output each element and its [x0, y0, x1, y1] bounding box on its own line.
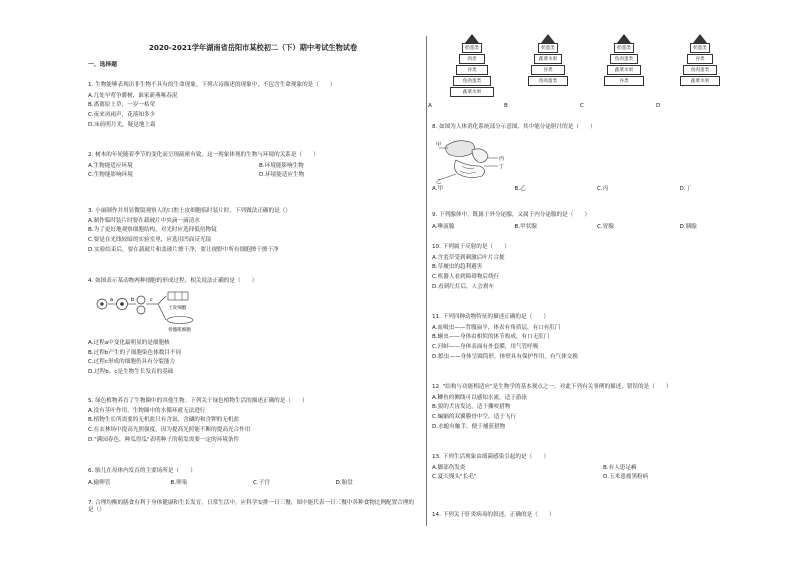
option-b: B.过程b产生的子细胞染色体数目不同 [88, 349, 182, 356]
pyramid-tier: 鱼肉蛋类 [528, 76, 568, 86]
pyramid-tier: 奶蛋类 [614, 43, 634, 53]
option-d: D.床前明月光，疑是地上霜 [88, 121, 156, 128]
option-b: B.狼的犬齿发达，适于撕咬猎物 [432, 404, 511, 411]
cell-circle [137, 306, 145, 314]
pyramid-option-letter: C [580, 103, 584, 110]
option-b: B.环境能影响生物 [259, 162, 304, 169]
question-12 [432, 384, 762, 431]
option-c: C.夜来风雨声，花落知多少 [88, 112, 156, 119]
question-4 [88, 278, 418, 285]
question-stem: 9. 下列腺体中，既属于外分泌腺，又属于内分泌腺的是（ ） [432, 212, 591, 218]
option-a: A.脚部伤发炎 [432, 464, 466, 471]
pyramid-tier: 鱼肉蛋类 [453, 76, 491, 86]
question-stem: 8. 如图为人体消化系统部分示意图，其中能分泌胆汁的是（ ） [432, 124, 596, 130]
question-2 [88, 152, 418, 179]
label-yi: 乙 [436, 179, 442, 184]
option-c: C.子宫 [253, 479, 270, 486]
option-d: D.环境能适应生物 [259, 172, 305, 179]
question-stem: 14. 下列关于肝炎病毒的叙述，正确的是（ ） [432, 512, 555, 518]
pyramid-tier: 奶蛋类 [690, 43, 710, 53]
option-d: D.胎盘 [335, 479, 353, 486]
option-c: C.机器人看到障碍物后绕行 [432, 274, 500, 281]
pyramid-apex [541, 34, 555, 43]
option-c: C.蝙蝠的双翼膜骨中空，适于飞行 [432, 414, 516, 421]
pyramid-b [504, 34, 584, 110]
cell-nucleus [100, 302, 103, 305]
question-1 [88, 82, 418, 129]
pyramid-tier: 鱼肉蛋类 [610, 54, 638, 64]
question-stem: 2. 树木的年轮随着季节的变化而呈现疏密有致，这一现象体现的生物与环境的关系是（ ） [88, 152, 319, 158]
left-column [88, 0, 418, 562]
question-4-options [88, 340, 418, 376]
question-stem: 3. 小丽制作并用显微镜观察人的口腔上皮细胞临时装片时，下列做法正确的是（） [88, 208, 291, 214]
pyramid-tier: 蔬菜水果 [680, 76, 720, 86]
question-stem: 11. 下列四种动物特征的描述正确的是（ ） [432, 314, 549, 320]
option-a: A.输卵管 [88, 479, 111, 486]
option-a: A.含羞草受到刺激后叶片合拢 [432, 254, 505, 261]
pyramid-tier: 谷类 [604, 76, 644, 86]
epithelial-cells-shape [168, 292, 188, 300]
pyramid-apex [465, 34, 479, 43]
option-d: D."满园春色，种瓜得瓜"表明种子的萌发需要一定的环境条件 [88, 436, 240, 443]
pyramid-option-letter: D [656, 103, 661, 110]
pyramid-apex [693, 34, 707, 43]
option-a: A.制作临时装片时要在载玻片中央滴一滴清水 [88, 217, 200, 224]
question-8 [432, 124, 762, 131]
question-stem: 1. 生物能够表现出非生物不具有的生命现象。下列古诗描述的现象中，不包含生命现象的是（ ） [88, 82, 336, 88]
option-d: D.蝗虫——身体呈圆筒形，体壁具有保护作用，有气体交换 [432, 353, 578, 360]
column-divider [426, 36, 427, 526]
option-c: C.生物能影响环境 [88, 172, 133, 179]
question-3 [88, 208, 418, 254]
question-13 [432, 454, 762, 481]
option-a: A.甲 [432, 186, 444, 192]
pyramid-a [428, 34, 508, 110]
option-c: C.河蚌——身体表面有外套膜，用气管呼吸 [432, 344, 539, 351]
option-d: D.玉米患瘤黑粉病 [603, 474, 649, 481]
question-stem: 5. 绿色植物养育了生物圈中的其他生物。下列关于绿色植物生活的描述正确的是（ ） [88, 398, 308, 404]
option-c: C.过程c形成的细胞仍具有分裂能力 [88, 359, 176, 366]
epithelial-label: 上皮细胞 [168, 306, 187, 311]
option-c: C.夏天馒头"长毛" [432, 474, 477, 481]
pointer-line [439, 174, 456, 180]
question-stem: 12. "结构与功能相适应"是生物学的基本观点之一。对此下列有关事例的描述，错误的是（ ） [432, 384, 672, 390]
option-b: B.蛔虫——身体由相似的体节构成，有口无肛门 [432, 334, 550, 341]
question-8-options [432, 186, 762, 193]
option-d: D.过程b、c是生物生长发育的基础 [88, 369, 174, 376]
cell-division-diagram [94, 290, 234, 338]
right-column [428, 0, 762, 562]
question-stem: 7. 合理均衡的膳食有利于身体健康和生长发育。日常生活中，应科学安排一日三餐，图中能代表一日三餐中各种食物比例配置合理的是（） [88, 500, 414, 513]
option-b: B.植物生长所需要的无机盐只有含氮、含磷的和含钾的无机盐 [88, 417, 240, 424]
option-c: C.在农林场中提高光照强度，因为提高光照能不断的提高光合作用 [88, 427, 251, 434]
pyramid-tier: 奶蛋类 [462, 43, 482, 53]
question-7 [88, 500, 418, 513]
pyramid-tier: 奶蛋类 [538, 43, 558, 53]
section-heading: 一、选择题 [88, 62, 117, 68]
pyramid-tier: 谷类 [456, 65, 488, 75]
branch-line [158, 296, 166, 304]
pyramid-option-letter: A [428, 103, 432, 110]
question-14 [432, 512, 762, 519]
label-jia: 甲 [436, 142, 442, 148]
option-b: B.草履虫的趋利避害 [432, 264, 483, 271]
liver-shape [446, 141, 475, 157]
question-5 [88, 398, 418, 444]
option-a: A.血吸虫——背腹扁平，体表有角质层，有口有肛门 [432, 324, 561, 331]
pyramid-option-letter: B [504, 103, 508, 110]
pyramid-tier: 蔬菜水果 [607, 65, 641, 75]
pyramid-d [656, 34, 736, 110]
option-c: C.胃腺 [597, 223, 614, 230]
option-b: B.卵巢 [170, 479, 188, 486]
option-a: A.唾液腺 [432, 223, 455, 230]
pyramid-tier: 蔬菜水果 [534, 54, 562, 64]
page-title: 2020-2021学年湖南省岳阳市某校初二（下）期中考试生物试卷 [148, 43, 358, 52]
cell-circle [137, 296, 145, 304]
question-stem: 4. 如图表示某动物两种细胞的形成过程，相关说法正确的是（ ） [88, 278, 258, 284]
option-d: D.实验结束后，要在载玻片和盖玻片擦干净，要让视野中所有细胞擦干擦干净 [88, 246, 279, 253]
option-a: A.几处早莺争暖树，谁家新燕啄春泥 [88, 92, 178, 99]
option-c: C.要是在光线较暗的实验室里，应选用凹面反光镜 [88, 237, 212, 244]
option-b: B.乙 [514, 186, 526, 192]
option-d: D.水螅有触手，便于捕获猎物 [432, 423, 506, 430]
label-b: b [131, 297, 135, 303]
pyramid-c [580, 34, 660, 110]
pyramid-tier: 肉类 [459, 54, 485, 64]
muscle-cell-shape [167, 317, 193, 324]
option-b: B.甲状腺 [514, 223, 537, 230]
food-pyramids [428, 34, 762, 114]
option-a: A.鲫鱼的侧线可以感知水流，适于游泳 [432, 394, 528, 401]
label-a: a [110, 297, 114, 303]
question-11 [432, 314, 762, 361]
option-b: B.有人患足癣 [603, 464, 637, 471]
pyramid-tier: 谷类 [531, 65, 565, 75]
option-b: B.离离原上草，一岁一枯荣 [88, 102, 156, 109]
option-d: D.看到红灯后，人会刹车 [432, 283, 495, 290]
question-stem: 10. 下列属于反射的是（ ） [432, 244, 510, 250]
label-ding: 丁 [499, 164, 505, 170]
label-c: c [150, 297, 153, 303]
muscle-label: 骨骼肌细胞 [168, 328, 191, 333]
question-9 [432, 212, 762, 230]
option-d: D.丁 [679, 186, 692, 192]
pyramid-tier: 谷类 [687, 54, 713, 64]
pyramid-tier: 蔬菜水果 [450, 87, 494, 97]
cell-nucleus [120, 302, 124, 306]
question-stem: 6. 胎儿在母体内发育的主要场所是（ ） [88, 468, 196, 474]
branch-line [158, 304, 166, 320]
pyramid-tier: 鱼肉蛋类 [683, 65, 717, 75]
option-a: A.生物能适应环境 [88, 162, 133, 169]
option-a: A.没有茎叶作用，生物圈中的水循环就无法进行 [88, 407, 206, 414]
stomach-shape [472, 149, 488, 163]
digestive-system-diagram [436, 136, 516, 184]
pyramid-apex [617, 34, 631, 43]
label-bing: 丙 [499, 156, 505, 162]
option-b: B.为了更好地观察细胞结构，对光时应选择低倍物镜 [88, 227, 217, 234]
question-10 [432, 244, 762, 291]
option-c: C.丙 [597, 186, 609, 192]
question-6 [88, 468, 418, 486]
option-d: D.胰腺 [679, 223, 697, 230]
question-stem: 13. 下列生活现象由细菌感染引起的是（ ） [432, 454, 549, 460]
option-a: A.过程a中变化最明显的是细胞核 [88, 340, 170, 346]
